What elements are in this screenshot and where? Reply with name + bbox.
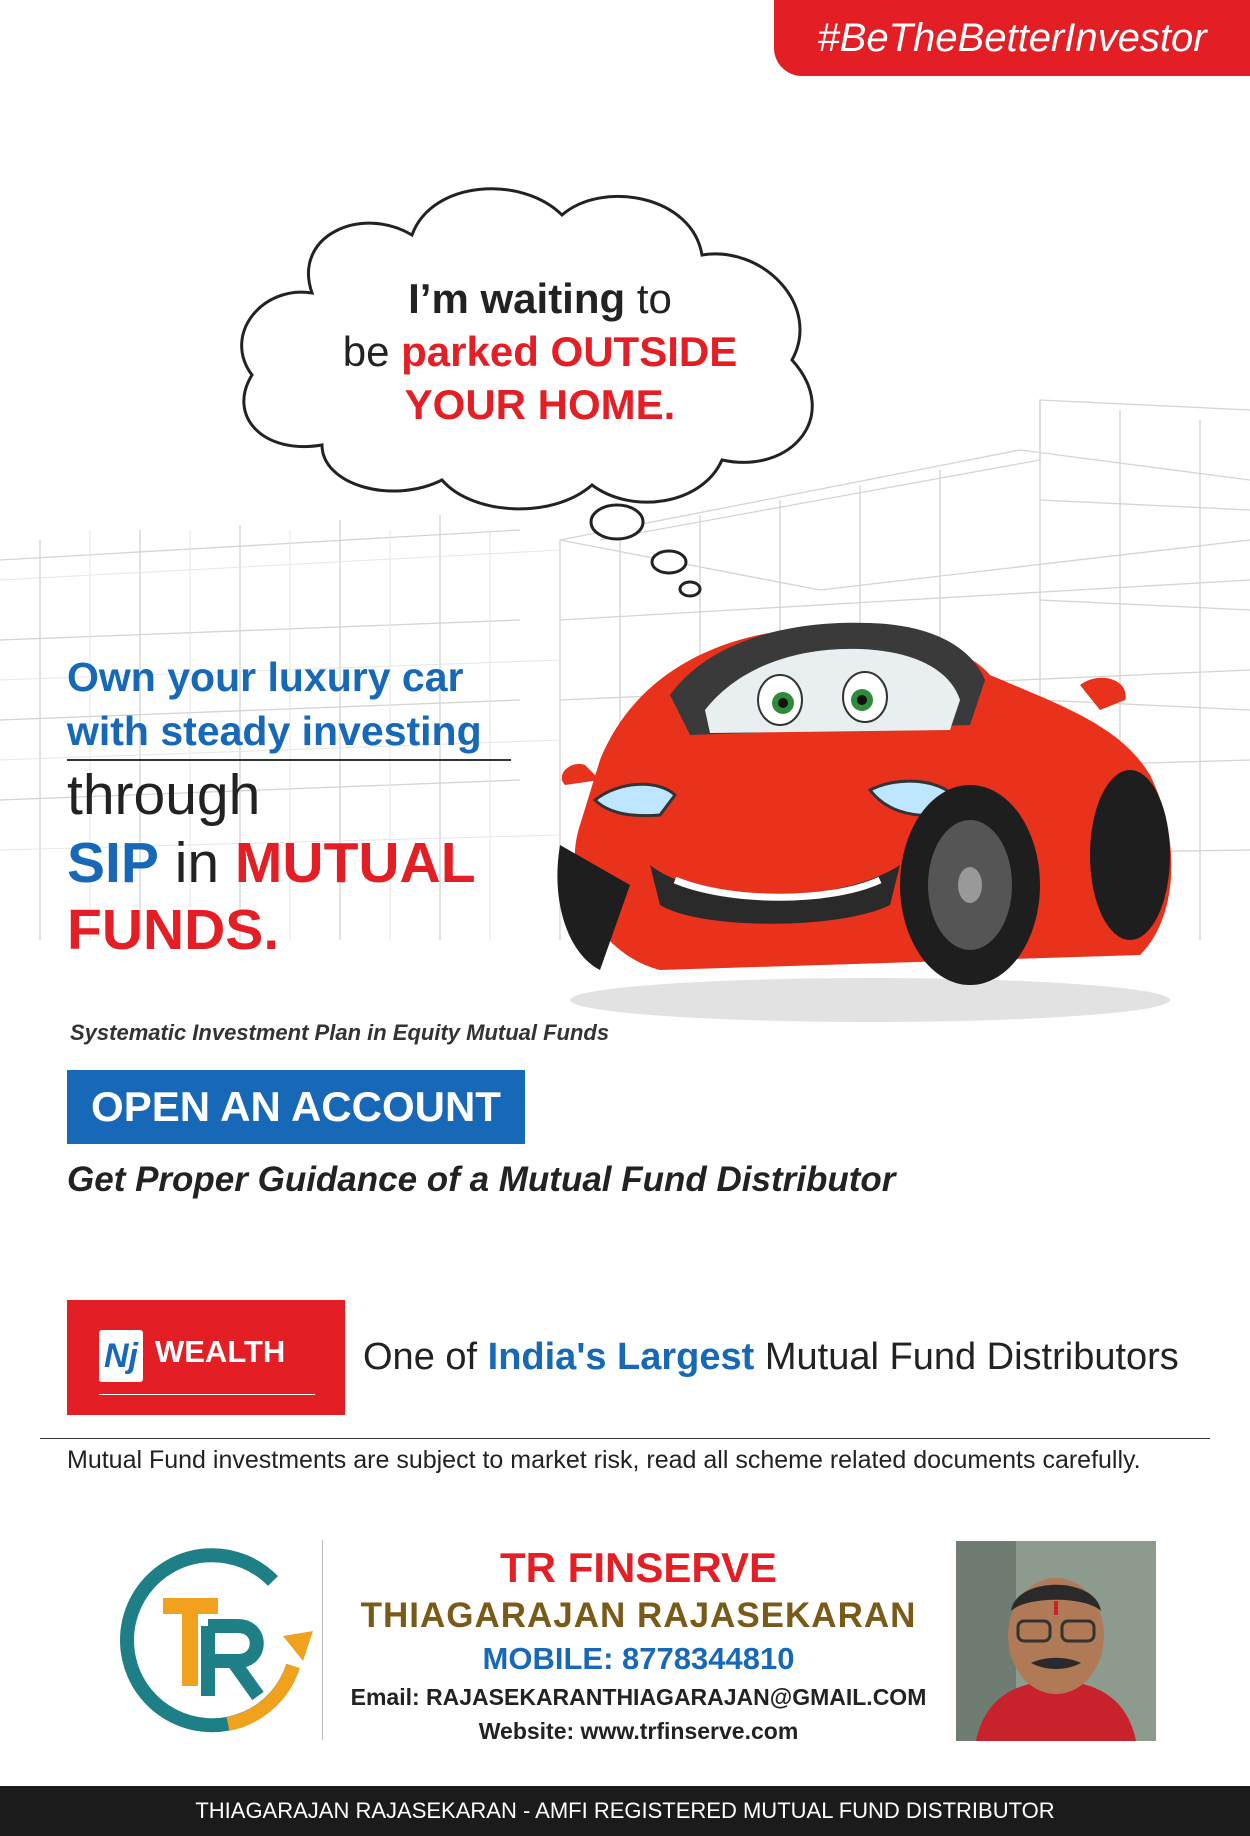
contact-block [330,1542,947,1748]
disclaimer: Mutual Fund investments are subject to market risk, read all scheme related documents carefully. [67,1446,1141,1474]
nj-underline [99,1394,315,1395]
nj-tag-b: India's Largest [487,1336,755,1378]
bubble-line1-rest: to [625,275,672,322]
nj-tagline [363,1336,1179,1379]
sip-definition: Systematic Investment Plan in Equity Mutual Funds [70,1020,610,1045]
divider-rule [40,1438,1210,1439]
headline-rule [67,759,511,761]
headline [67,650,482,758]
person-photo-svg [956,1541,1156,1741]
email-address[interactable]: Email: RAJASEKARANTHIAGARAJAN@GMAIL.COM [350,1684,927,1710]
nj-wealth-label: WEALTH [155,1334,286,1369]
car-illustration [540,585,1190,1025]
headline-line2: with steady investing [67,708,482,754]
footer-bar: THIAGARAJAN RAJASEKARAN - AMFI REGISTERED MUTUAL FUND DISTRIBUTOR [0,1786,1250,1836]
mobile-number[interactable]: MOBILE: 8778344810 [482,1641,795,1676]
contact-divider [322,1540,323,1740]
bubble-line2-red: parked OUTSIDE [401,328,738,375]
nj-tag-c: Mutual Fund Distributors [754,1336,1179,1378]
sip-text: SIP [67,831,159,895]
guidance-text: Get Proper Guidance of a Mutual Fund Distributor [67,1160,896,1199]
open-account-button[interactable]: OPEN AN ACCOUNT [67,1070,525,1144]
bubble-line1-bold: I’m waiting [408,275,626,322]
firm-name: TR FINSERVE [500,1544,777,1591]
bubble-line3: YOUR HOME. [404,381,676,428]
headline-line1: Own your luxury car [67,654,464,700]
person-name: THIAGARAJAN RAJASEKARAN [360,1596,917,1635]
bubble-line2-start: be [342,328,402,375]
person-photo [956,1541,1156,1741]
tr-logo [108,1546,318,1736]
in-text: in [158,831,235,895]
nj-wealth-logo-box [67,1300,345,1415]
funds-text: FUNDS. [67,898,280,962]
hashtag-banner: #BeTheBetterInvestor [774,0,1250,76]
through-text: through [67,763,261,827]
bubble-text [300,272,780,431]
nj-tag-a: One of [363,1336,488,1378]
nj-logo: Nj [99,1330,143,1382]
mutual-text: MUTUAL [234,831,476,895]
website-link[interactable]: Website: www.trfinserve.com [478,1718,799,1744]
sip-line [67,830,476,897]
